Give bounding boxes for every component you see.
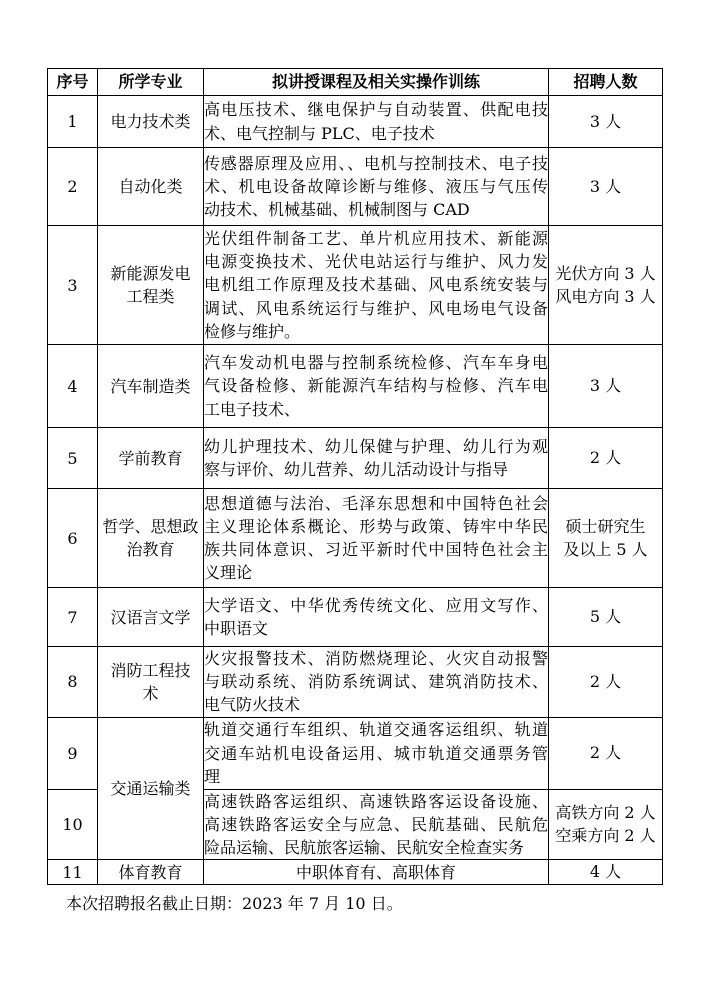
- headcount-line: 2 人: [589, 448, 622, 468]
- row-index-cell: 8: [48, 647, 98, 718]
- header-index: 序号: [48, 69, 98, 96]
- header-headcount: 招聘人数: [549, 69, 663, 96]
- row-index-cell: 5: [48, 428, 98, 489]
- headcount-line: 3 人: [589, 376, 622, 396]
- headcount-line: 空乘方向 2 人: [555, 826, 656, 846]
- course-line: 火灾报警技术、消防燃烧理论、火灾自动报警: [204, 649, 548, 668]
- course-line: 察与评价、幼儿营养、幼儿活动设计与指导: [204, 460, 509, 479]
- courses-cell: [204, 489, 549, 588]
- course-line: 传感器原理及应用、、电机与控制技术、电子技: [204, 153, 548, 173]
- table-row: [48, 428, 663, 489]
- course-line: 检修与维护。: [204, 321, 301, 341]
- courses-cell: [204, 226, 549, 345]
- course-line: 高速铁路客运组织、高速铁路客运设备设施、: [204, 791, 548, 811]
- course-line: 气设备检修、新能源汽车结构与检修、汽车电: [204, 376, 548, 396]
- headcount-line: 4 人: [589, 862, 622, 882]
- headcount-line: 风电方向 3 人: [555, 287, 656, 306]
- headcount-cell: [549, 148, 663, 226]
- course-line: 中职语文: [204, 619, 269, 638]
- table-row: [48, 148, 663, 226]
- table-row: [48, 717, 663, 789]
- course-line: 术、机电设备故障诊断与维修、液压与气压传: [204, 176, 548, 196]
- course-line: 汽车发动机电器与控制系统检修、汽车车身电: [204, 353, 548, 373]
- headcount-cell: [549, 428, 663, 489]
- major-cell: [98, 860, 204, 885]
- course-line: 高电压技术、继电保护与自动装置、供配电技: [204, 100, 548, 120]
- table-row: [48, 96, 663, 148]
- headcount-cell: [549, 647, 663, 718]
- table-header-row: [48, 69, 663, 96]
- major-line: 学前教育: [118, 448, 183, 468]
- major-line: 术: [142, 683, 159, 703]
- major-cell: [98, 226, 204, 345]
- course-line: 与联动系统、消防系统调试、建筑消防技术、: [204, 672, 548, 692]
- major-cell: [98, 96, 204, 148]
- courses-cell: [204, 96, 549, 148]
- headcount-cell: [549, 789, 663, 860]
- course-line: 大学语文、中华优秀传统文化、应用文写作、: [204, 595, 548, 615]
- header-courses: 拟讲授课程及相关实操作训练: [204, 69, 549, 96]
- recruitment-table: [47, 68, 663, 885]
- course-line: 族共同体意识、习近平新时代中国特色社会主: [204, 540, 548, 559]
- major-line: 消防工程技: [110, 660, 191, 680]
- course-line: 动技术、机械基础、机械制图与 CAD: [204, 200, 470, 220]
- table-row: [48, 226, 663, 345]
- course-line: 光伏组件制备工艺、单片机应用技术、新能源: [204, 228, 548, 248]
- headcount-line: 硕士研究生: [565, 516, 646, 536]
- course-line: 义理论: [204, 563, 253, 583]
- headcount-cell: [549, 717, 663, 789]
- headcount-line: 光伏方向 3 人: [555, 263, 656, 283]
- major-line: 电力技术类: [110, 112, 191, 131]
- headcount-line: 5 人: [589, 607, 622, 627]
- major-cell: [98, 345, 204, 428]
- course-line: 中职体育有、高职体育: [295, 862, 456, 882]
- headcount-line: 2 人: [589, 672, 622, 692]
- headcount-cell: [549, 860, 663, 885]
- course-line: 调试、风电系统运行与维护、风电场电气设备: [204, 298, 548, 318]
- course-line: 险品运输、民航旅客运输、民航安全检查实务: [204, 838, 525, 858]
- headcount-line: 高铁方向 2 人: [555, 802, 656, 822]
- row-index-cell: 10: [48, 789, 98, 860]
- row-index-cell: 6: [48, 489, 98, 588]
- headcount-cell: [549, 489, 663, 588]
- course-line: 高速铁路客运安全与应急、民航基础、民航危: [204, 814, 548, 834]
- courses-cell: [204, 588, 549, 647]
- headcount-cell: [549, 345, 663, 428]
- headcount-line: 3 人: [589, 176, 622, 196]
- major-line: 汽车制造类: [110, 376, 191, 396]
- table-row: [48, 647, 663, 718]
- major-cell: [98, 148, 204, 226]
- major-cell: [98, 428, 204, 489]
- row-index-cell: 2: [48, 148, 98, 226]
- deadline-note: 本次招聘报名截止日期：2023 年 7 月 10 日。: [66, 894, 403, 913]
- row-index-cell: 11: [48, 860, 98, 885]
- major-line: 体育教育: [118, 862, 183, 882]
- courses-cell: [204, 647, 549, 718]
- course-line: 电机组工作原理及技术基础、风电系统安装与: [204, 275, 548, 295]
- courses-cell: [204, 717, 549, 789]
- major-line: 哲学、思想政: [102, 517, 199, 536]
- major-line: 汉语言文学: [110, 607, 191, 627]
- headcount-cell: [549, 588, 663, 647]
- course-line: 电源变换技术、光伏电站运行与维护、风力发: [204, 252, 548, 272]
- major-cell: [98, 717, 204, 860]
- course-line: 思想道德与法治、毛泽东思想和中国特色社会: [204, 493, 548, 513]
- major-line: 新能源发电: [110, 264, 191, 283]
- major-line: 交通运输类: [110, 778, 191, 798]
- row-index-cell: 3: [48, 226, 98, 345]
- table-row: [48, 588, 663, 647]
- headcount-cell: [549, 96, 663, 148]
- table-row: [48, 489, 663, 588]
- row-index-cell: 9: [48, 717, 98, 789]
- row-index-cell: 7: [48, 588, 98, 647]
- major-line: 治教育: [126, 540, 175, 559]
- courses-cell: [204, 428, 549, 489]
- header-major: 所学专业: [98, 69, 204, 96]
- major-cell: [98, 588, 204, 647]
- major-cell: [98, 489, 204, 588]
- major-line: 工程类: [126, 287, 175, 306]
- courses-cell: [204, 789, 549, 860]
- headcount-line: 及以上 5 人: [563, 540, 648, 559]
- course-line: 工电子技术、: [204, 399, 301, 419]
- headcount-cell: [549, 226, 663, 345]
- courses-cell: [204, 860, 549, 885]
- table-row: [48, 860, 663, 885]
- courses-cell: [204, 148, 549, 226]
- course-line: 幼儿护理技术、幼儿保健与护理、幼儿行为观: [204, 436, 548, 456]
- course-line: 交通车站机电设备运用、城市轨道交通票务管: [204, 743, 548, 763]
- major-cell: [98, 647, 204, 718]
- row-index-cell: 1: [48, 96, 98, 148]
- courses-cell: [204, 345, 549, 428]
- course-line: 术、电气控制与 PLC、电子技术: [204, 123, 435, 143]
- headcount-line: 2 人: [589, 743, 622, 763]
- course-line: 轨道交通行车组织、轨道交通客运组织、轨道: [204, 720, 548, 740]
- course-line: 电气防火技术: [204, 695, 301, 715]
- major-line: 自动化类: [118, 177, 183, 196]
- table-row: [48, 345, 663, 428]
- course-line: 主义理论体系概论、形势与政策、铸牢中华民: [204, 516, 548, 536]
- headcount-line: 3 人: [589, 111, 622, 131]
- row-index-cell: 4: [48, 345, 98, 428]
- course-line: 理: [204, 766, 221, 786]
